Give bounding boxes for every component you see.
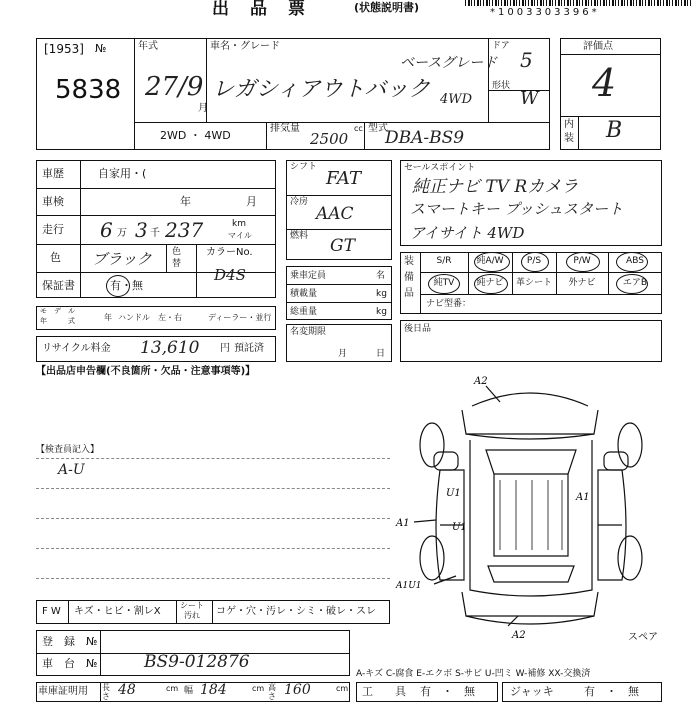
rating-value: 4 — [592, 61, 617, 105]
model-year-label-2: 年 式 — [40, 317, 75, 325]
form-subtitle: (状態説明書) — [354, 1, 420, 14]
inspection-year: 年 — [180, 195, 191, 208]
equip-leather: 革シート — [515, 278, 552, 288]
height-unit: cm — [336, 684, 349, 693]
equip-navi: 純ナビ — [476, 278, 504, 288]
circle-navi — [474, 274, 508, 294]
length-value: 48 — [118, 682, 136, 698]
color-change-label-2: 替 — [172, 259, 182, 269]
displacement-value: 2500 — [310, 130, 349, 148]
circle-alloy — [474, 252, 510, 272]
mark-bottom: A2 — [512, 630, 526, 641]
year-value: 27/9 — [145, 72, 204, 102]
seat-options: コゲ・穴・汚レ・シミ・破レ・スレ — [216, 606, 376, 617]
history-label: 車歴 — [42, 167, 64, 180]
tools-options: 有 ・ 無 — [420, 685, 475, 698]
warranty-yes-circle — [106, 275, 130, 297]
chassis-value: BS9-012876 — [144, 652, 250, 672]
interior-value: B — [606, 118, 623, 143]
navi-model-label: ナビ型番： — [426, 299, 472, 309]
interior-label-2: 装 — [564, 133, 574, 144]
equip-abs: ABS — [626, 256, 644, 266]
equip-ext-navi: 外ナビ — [568, 278, 596, 288]
registration-label: 登 録 № — [42, 635, 98, 648]
displacement-label: 排気量 — [270, 123, 300, 134]
inspection-month: 月 — [246, 195, 257, 208]
fw-label: F W — [42, 606, 61, 617]
mileage-unit-km: km — [232, 219, 246, 229]
circle-tv — [428, 274, 460, 294]
aircon-value: AAC — [316, 204, 354, 224]
chassis-label: 車 台 № — [42, 657, 98, 670]
load-unit: kg — [376, 289, 387, 299]
recycle-value: 13,610 — [140, 338, 200, 358]
mark-rear-door: U1 — [452, 522, 467, 533]
mark-left-side: A1 — [396, 518, 410, 529]
mileage-sen-unit: 千 — [150, 228, 160, 239]
mark-rear-right: A1 — [576, 492, 590, 503]
warranty-label: 保証書 — [42, 279, 75, 292]
color-change-label-1: 色 — [172, 247, 182, 257]
seat-label-1: シート — [180, 601, 204, 610]
length-label: 長さ — [102, 683, 110, 701]
mileage-man-unit: 万 — [117, 228, 127, 239]
recycle-unit: 円 — [220, 343, 230, 354]
equipment-label: 装備品 — [404, 256, 414, 299]
circle-pw — [566, 252, 600, 272]
color-label: 色 — [50, 251, 61, 264]
later-items-box — [400, 320, 662, 362]
year-month-label: 月 — [198, 103, 208, 114]
sales-label: セールスポイント — [404, 163, 476, 173]
seats-label: 乗車定員 — [290, 271, 327, 281]
seat-label-2: 汚れ — [184, 611, 200, 620]
circle-abs — [616, 252, 648, 272]
weight-unit: kg — [376, 307, 387, 317]
equip-sr: S/R — [436, 256, 452, 266]
inspector-label: 【検査員記入】 — [36, 445, 100, 455]
aircon-label: 冷房 — [290, 197, 309, 207]
drive-type: 2WD ・ 4WD — [160, 129, 231, 142]
circle-airbag — [616, 274, 648, 294]
rating-label: 評価点 — [583, 41, 613, 52]
equip-alloy-wheel: 純A/W — [476, 256, 504, 266]
mileage-label: 走行 — [42, 223, 64, 236]
model-value: DBA-BS9 — [385, 128, 465, 148]
garage-label: 車庫証明用 — [38, 686, 88, 697]
mileage-man: 6 — [100, 218, 113, 242]
model-year-year: 年 — [104, 313, 112, 322]
width-value: 184 — [200, 682, 227, 698]
inspector-note: A-U — [58, 462, 85, 478]
barcode-number: *1003303396* — [490, 7, 600, 18]
colorno-value: D4S — [214, 266, 246, 284]
door-value: 5 — [520, 48, 533, 72]
mark-left-rear: A1U1 — [396, 581, 422, 591]
sales-line-2: スマートキー プッシュスタート — [410, 200, 624, 218]
car-grade: ベースグレード — [400, 55, 498, 71]
name-change-day: 日 — [376, 349, 386, 359]
recycle-status: 預託済 — [234, 343, 264, 354]
sales-line-3: アイサイト 4WD — [410, 224, 525, 242]
history-value: 自家用・( — [98, 167, 147, 180]
model-year-handle: ハンドル 左・右 — [118, 313, 182, 322]
spare-label: スペア — [628, 632, 658, 643]
width-label: 幅 — [184, 686, 194, 696]
equip-tv: 純TV — [433, 278, 455, 288]
model-year-dealer: ディーラー・並行 — [208, 313, 272, 322]
year-label: 年式 — [138, 41, 158, 52]
barcode — [465, 0, 691, 6]
car-drive: 4WD — [440, 92, 473, 107]
lot-no-label: № — [95, 42, 107, 55]
mileage-unit-mile: マイル — [228, 231, 252, 240]
lot-bracket: [1953] — [44, 42, 84, 56]
sales-line-1: 純正ナビ TV Rカメラ — [412, 177, 579, 197]
equip-airbag: エアB — [622, 278, 648, 288]
tools-label: 工 具 — [362, 685, 406, 698]
model-label: 型式 — [368, 123, 388, 134]
height-value: 160 — [284, 682, 311, 698]
fuel-value: GT — [330, 236, 355, 256]
shift-label: シフト — [290, 162, 318, 172]
length-unit: cm — [166, 684, 179, 693]
mark-front-top: A2 — [474, 376, 488, 387]
damage-legend: A-キズ C-腐食 E-エクボ S-サビ U-凹ミ W-補修 XX-交換済 — [356, 669, 591, 679]
interior-label-1: 内 — [564, 119, 574, 130]
shape-label: 形状 — [492, 81, 511, 91]
displacement-unit: cc — [354, 124, 363, 133]
lot-number: 5838 — [55, 75, 122, 105]
later-label: 後日品 — [404, 324, 432, 334]
width-unit: cm — [252, 684, 265, 693]
color-value: ブラック — [92, 250, 152, 268]
door-label: ドア — [492, 41, 510, 51]
circle-ps — [521, 252, 549, 272]
car-name: レガシィアウトバック — [212, 77, 431, 102]
recycle-label: リサイクル料金 — [42, 343, 111, 354]
load-label: 積載量 — [290, 289, 318, 299]
name-label: 車名・グレード — [210, 41, 280, 52]
name-change-label: 名変期限 — [290, 327, 327, 337]
jack-options: 有 ・ 無 — [584, 685, 639, 698]
fw-options: キズ・ヒビ・割レX — [74, 606, 161, 617]
shift-value: FAT — [326, 168, 361, 189]
form-title: 出 品 票 — [212, 0, 307, 19]
seller-notes-label: 【出品店申告欄(不良箇所・欠品・注意事項等)】 — [36, 366, 256, 377]
height-label: 高さ — [268, 683, 276, 701]
shape-value: W — [520, 88, 539, 109]
colorno-label: カラーNo. — [206, 247, 253, 258]
mark-front-door: U1 — [446, 488, 461, 499]
equip-pw: P/W — [573, 256, 591, 266]
jack-label: ジャッキ — [510, 685, 554, 698]
mileage-rest: 237 — [165, 218, 204, 242]
model-year-label-1: モ デ ル — [40, 307, 75, 315]
warranty-options: 有・無 — [110, 279, 143, 292]
weight-label: 総重量 — [290, 307, 318, 317]
fuel-label: 燃料 — [290, 231, 309, 241]
seats-unit: 名 — [376, 271, 386, 281]
equip-ps: P/S — [526, 256, 542, 266]
car-damage-diagram — [396, 370, 662, 641]
inspection-label: 車検 — [42, 195, 64, 208]
name-change-month: 月 — [338, 349, 348, 359]
mileage-sen: 3 — [135, 218, 148, 242]
